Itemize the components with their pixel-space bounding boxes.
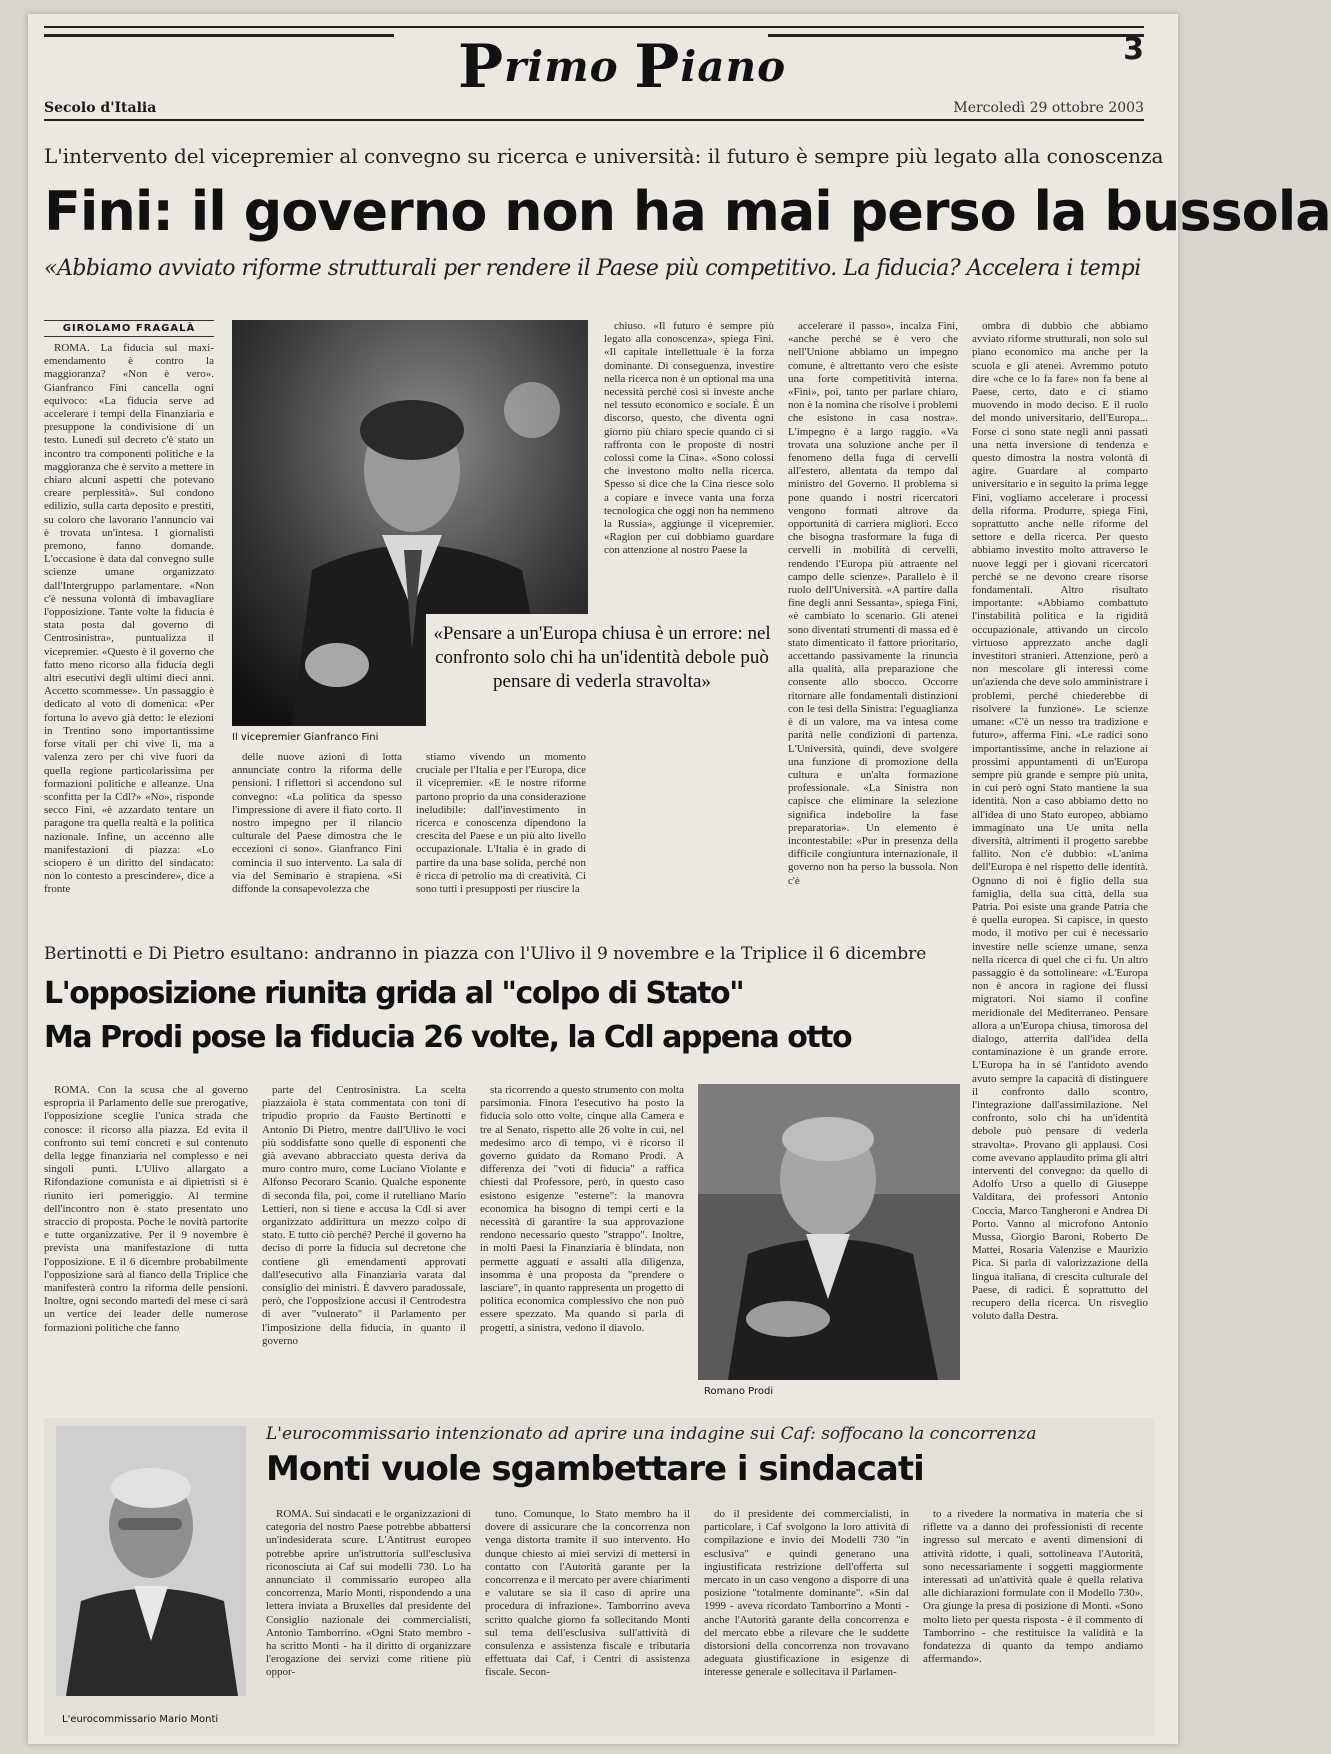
article2-column-2: parte del Centrosinistra. La scelta piazzaiola è stata commentata con toni di tripudio proprio da Fausto Bertinotti e Antonio Di Pietro, mentre dall'Ulivo le voci più soddisfatte sono quelle di esponenti che già avevano abbracciato questa deriva da muro contro muro, come Luciano Violante e Alfonso Pecoraro Scanio. Qualche esponente di seconda fila, poi, come il rutelliano Mario Lettieri, non si tiene e accusa la Cdl si aver organizzato addirittura un mezzo colpo di stato. E tutto ciò perché? Perché il governo ha deciso di porre la fiducia sul decretone che contiene gli emendamenti approvati dall'esecutivo alla Finanziaria varata dal consiglio dei ministri. È davvero paradossale, però, che l'opposizione accusi il Centrodestra di aver "vulnerato" il Parlamento per l'imposizione della fiducia, in quanto il governo <box>262 1084 466 1347</box>
article2-column-1: ROMA. Con la scusa che al governo esproprìa il Parlamento delle sue prerogative, l'opposizione sceglie l'unica strada che conosce: il ricorso alla piazza. Ed evita il confronto sui temi concreti e sul contenuto della legge finanziaria nel complesso e nei singoli punti. L'Ulivo allargato a Rifondazione comunista e ai dipietristi si è riunito ieri pomeriggio. Al termine dell'incontro non è stato presentato uno straccio di proposta. Poche le novità partorite e tutte organizzative. Per il 9 novembre è prevista una manifestazione di tutta l'opposizione. E il 6 dicembre probabilmente l'opposizione sarà al fianco della Triplice che manifesterà contro la riforma delle pensioni. Inoltre, ogni secondo martedì del mese ci sarà un vertice dei leader delle numerose formazioni politiche che fanno <box>44 1084 248 1334</box>
monti-photo <box>56 1426 246 1696</box>
article1-column-5: accelerare il passo», incalza Fini, «anche perché se è vero che nell'Unione abbiamo un impegno comune, è altrettanto vero che esiste una forte competitività interna. «Fini», poi, tanto per parlare chiaro, non è la nomina che risolve i problemi che esistono in casa nostra». L'impegno è a largo raggio. «Va trovata una soluzione anche per il fenomeno della fuga di cervelli all'estero, allentata da tempo dal ministro del Governo. Il problema si pone quando i nostri ricercatori vengono formati altrove da opportunità di carriera migliori. Ecco che bisogna trasformare la fuga di cervelli in mobilità di cervelli, rendendo l'Europa più attraente nel campo delle scienze». Parallelo è il ruolo dell'Università. «A partire dalla fine degli anni Sessanta», spiega Fini, «è cambiato lo scenario. Gli atenei sono diventati strumenti di massa ed è stato dimenticato il fattore prioritario, accettando passivamente la rinuncia alla qualità, alla preparazione che consente allo sbocco. Occorre ritornare alle fondamentali distinzioni con le tesi della Sinistra: l'eguaglianza è di un valore, ma va intesa come parità nelle condizioni di partenza. L'Università, quindi, deve svolgere una funzione di promozione della cultura e un'alta formazione professionale. «La Sinistra non capisce che eliminare la selezione significa indebolire la fase preparatoria». Un elemento è incontestabile: «Pur in presenza della difficile congiuntura internazionale, il governo non ha perso la bussola. Non c'è <box>788 320 958 887</box>
article3-column-4: to a rivedere la normativa in materia che si riflette va a danno dei professionisti di recente ingresso sul mercato e aventi dimensioni di attività ridotte, i quali, sottolineava l'Autorità, sono necessariamente i soggetti maggiormente interessati ad un'attività quale è quella relativa alle dichiarazioni formulate con il Modello 730». Ora giunge la presa di posizione di Monti. «Sono molto lieto per questa risposta - è il commento di Tamborrino - che restituisce la validità e la fondatezza di quanto da tempo andiamo affermando». <box>923 1508 1143 1666</box>
top-rule-right <box>768 34 1144 37</box>
article1-deck: «Abbiamo avviato riforme strutturali per rendere il Paese più competitivo. La fiducia? Accelera i tempi <box>44 256 1141 281</box>
article1-headline: Fini: il governo non ha mai perso la bussola <box>44 180 1331 243</box>
article1-column-3: stiamo vivendo un momento cruciale per l'Italia e per l'Europa, dice il vicepremier. «E le nostre riforme partono proprio da una considerazione ineludibile: dall'investimento in ricerca e conoscenza dipendono la crescita del Paese e un più alto livello occupazionale. L'Italia è in grado di partire da una base solida, perché non è ricca di petrolio ma di creatività. Ci sono tutti i presupposti per riuscire la <box>416 751 586 896</box>
article3-column-2: tuno. Comunque, lo Stato membro ha il dovere di assicurare che la concorrenza non venga distorta tramite il suo intervento. Ho dunque chiesto ai miei servizi di mettersi in contatto con l'Autorità garante per la concorrenza e il mercato per avere chiarimenti e valutare se sia il caso di aprire una procedura di infrazione». Tamborrino aveva scritto qualche giorno fa sollecitando Monti sul tema dell'esclusiva sull'attività di consulenza e assistenza fiscale e tributaria effettuata dai Caf, i Centri di assistenza fiscale. Secon- <box>485 1508 690 1679</box>
prodi-photo-caption: Romano Prodi <box>704 1386 774 1397</box>
page-number: 3 <box>1123 32 1144 67</box>
article3-column-3: do il presidente dei commercialisti, in particolare, i Caf svolgono la loro attività di compilazione e invio dei Modelli 730 "in esclusiva" e quindi generano una ingiustificata restrizione dell'offerta sul mercato in un caso vengono a disporre di una posizione "totalmente dominante". «Sin dal 1999 - aveva ricordato Tamborrino a Monti - anche l'Autorità garante della concorrenza e del mercato ebbe a rilevare che le suddette distorsioni della concorrenza non trovavano adeguata giustificazione in esigenze di interesse generale e sollecitava il Parlamen- <box>704 1508 909 1679</box>
article1-column-4: chiuso. «Il futuro è sempre più legato alla conoscenza», spiega Fini. «Il capitale intellettuale è la forza dominante. Di conseguenza, investire nella ricerca non è un optional ma una necessità perché così si investe anche nel tessuto economico e sociale. È un discorso, questo, che diventa ogni giorno più chiaro specie quando ci si raffronta con le proposte di nostri colossi come la Cina». «Sono colossi che investono molto nella ricerca. Spesso si dice che la Cina riesce solo a copiare e invece vanta una forza tecnologica che oggi non ha nemmeno la Russia», aggiunge il vicepremier. «Ragion per cui dobbiamo guardare con attenzione al nostro Paese la <box>604 320 774 557</box>
section-title: Primo Piano <box>458 32 787 102</box>
article2-headline-2: Ma Prodi pose la fiducia 26 volte, la Cdl appena otto <box>44 1020 852 1055</box>
prodi-photo <box>698 1084 960 1380</box>
article1-column-1: ROMA. La fiducia sul maxi-emendamento è contro la maggioranza? «Non è vero». Gianfranco Fini cancella ogni equivoco: «La fiducia serve ad accelerare i tempi della Finanziaria e presuppone la condivisione di un testo. Lunedì sul decreto c'è stato un incontro tra componenti politiche e la maggioranza che è servito a mettere in chiaro alcuni aspetti che potevano creare perplessità». Sul condono edilizio, sulla carta deposito e prestiti, su coloro che lavorano l'annuncio vai è trovata un'intesa. I giornalisti premono, fanno domande. L'occasione è data dal convegno sulle scienze umane organizzato dall'Intergruppo parlamentare. «Non c'è nessuna volontà di imbavagliare l'opposizione. Tante volte la fiducia è stata posta dal governo di Centrosinistra», puntualizza il vicepremier. «Questo è il governo che fatto meno ricorso alla fiducia degli altri esecutivi degli ultimi dieci anni. Accetto scommesse». Un passaggio è dedicato al voto di domenica: «Per fortuna lo avevo già detto: le elezioni in Trentino sono importantissime forse vitali per chi vive lì, ma a valenza zero per chi vive fuori da quella regione particolarissima per formazioni politiche e alleanze. Una sconfitta per la Cdl?» «No», risponde secco Fini, «è azzardato tentare un paragone tra quella realtà e la politica nazionale. Infine, un accenno alle manifestazioni di piazza: «Lo sciopero è un diritto del sindacato: non lo contesto a prescindere», dice a fronte <box>44 342 214 896</box>
newspaper-page <box>28 14 1331 1744</box>
article2-kicker: Bertinotti e Di Pietro esultano: andranno in piazza con l'Ulivo il 9 novembre e la Triplice il 6 dicembre <box>44 944 927 964</box>
pull-quote: «Pensare a un'Europa chiusa è un errore: nel confronto solo chi ha un'identità debole può pensare di vederla stravolta» <box>426 614 778 740</box>
article3-column-1: ROMA. Sui sindacati e le organizzazioni di categoria del nostro Paese potrebbe abbattersi un'indesiderata scure. L'Antitrust europeo potrebbe aprire un'istruttoria sull'esclusiva riconosciuta ai Caf sui modelli 730. Lo ha annunciato il commissario europeo alla concorrenza, Mario Monti, rispondendo a una lettera inviata a Bruxelles dal presidente del Consiglio nazionale dei commercialisti, Antonio Tamborrino. «Ogni Stato membro - ha scritto Monti - ha il diritto di organizzare l'erogazione dei servizi come ritiene più oppor- <box>266 1508 471 1679</box>
newspaper-name: Secolo d'Italia <box>44 100 157 116</box>
monti-photo-caption: L'eurocommissario Mario Monti <box>62 1714 219 1725</box>
masthead-rule <box>44 119 1144 121</box>
article1-byline: GIROLAMO FRAGALÀ <box>44 320 214 337</box>
top-rule-left <box>44 34 394 37</box>
article2-headline-1: L'opposizione riunita grida al "colpo di Stato" <box>44 976 744 1011</box>
article2-column-3: sta ricorrendo a questo strumento con molta parsimonia. Finora l'esecutivo ha posto la fiducia solo otto volte, cinque alla Camera e tre al Senato, rispetto alle 26 volte in cui, nel medesimo arco di tempo, vi è ricorso il governo guidato da Romano Prodi. A differenza dei "voti di fiducia" a raffica chiesti dal Professore, però, in questo caso esistono esigenze "esterne": la manovra economica ha bisogno di tempi certi e la necessità di garantire la sua approvazione rendono necessario questo "strappo". Inoltre, in molti Paesi la Finanziaria è blindata, non permette agguati e assalti alla diligenza, insomma è una proposta da "prendere o lasciare", in quanto rappresenta un progetto di politica economica complessivo che non può essere spezzato. Ma quando si parla di progetti, a sinistra, vedono il diavolo. <box>480 1084 684 1334</box>
top-rule <box>44 26 1144 28</box>
article1-kicker: L'intervento del vicepremier al convegno su ricerca e università: il futuro è sempre più legato alla conoscenza <box>44 144 1164 168</box>
article1-column-2: delle nuove azioni di lotta annunciate contro la riforma delle pensioni. I riflettori si accendono sul convegno: «La politica da spesso l'impressione di avere il fiato corto. Il nostro impegno per il rilancio culturale del Paese dimostra che le eccezioni ci sono». Gianfranco Fini comincia il suo intervento. La sala di via del Seminario è strapiena. «Si diffonde la consapevolezza che <box>232 751 402 896</box>
article1-column-6: ombra di dubbio che abbiamo avviato riforme strutturali, non solo sul piano economico ma anche per la scuola e gli atenei. Avremmo potuto dire «che ce lo fa fare» non fa bene al Paese, certo, dato e ci stiamo muovendo in modo deciso. E il ruolo del mondo universitario, dell'Europa... Forse ci sono state negli anni passati una netta inversione di tendenza e questo dimostra la nostra volontà di agire. Guardare al comparto universitario e in seguito la prima legge Fini, vogliamo accelerare i processi della riforma. Produrre, spiega Fini, soprattutto anche nelle riforme del settore e della ricerca. Per questo abbiamo investito molto attraverso le nuove leggi per i giovani ricercatori perché se ne devono creare risorse fondamentali. Altro risultato importante: «Abbiamo combattuto l'instabilità politica e la rigidità occupazionale, attivando un circolo virtuoso apprezzato anche dagli investitori stranieri. Attenzione, però a non mescolare gli interessi come un'azienda che deve solo amministrare i problemi, perché chiederebbe di risolvere la funzione». Le scienze umane: «C'è un nesso tra tradizione e futuro», afferma Fini. «Le radici sono importantissime, anche in relazione ai prossimi appuntamenti di un'Europa sempre più grande e sempre più unita, in cui però ogni Stato mantiene la sua identità. Non a caso abbiamo detto no all'idea di uno Stato europeo, abbiamo immaginato una Ue unita nella diversità, altrimenti il progetto sarebbe fallito. Non c'è dubbio: «L'anima dell'Europa è nel rispetto delle identità. Ognuno di noi è figlio della sua famiglia, della sua città, della sua Patria. Poi esiste una grande Patria che è quella europea. Sì capisce, in questo modo, il motivo per cui è necessario investire nelle scienze umane, senza nella ricerca di quel che ci fu. Un altro passaggio è da sottolineare: «L'Europa non è ancora in ragione dei flussi migratori. Noi siamo il confine meridionale del Mediterraneo. Pensare allora a un'Europa chiusa, timorosa del dialogo, atterrita dall'idea della contaminazione è un grande errore. L'Europa ha in sé l'antidoto avendo avuto sempre la capacità di distinguere il confronto dallo scontro, l'integrazione dall'assimilazione. Nel confronto, solo chi ha un'identità debole può pensare di vederla stravolta». Provano gli applausi. Così come avevano applaudito prima gli altri interventi del convegno: da quello di Adolfo Urso a quello di Giuseppe Valditara, dei professori Antonio Coccia, Marco Tangheroni e Andrea Di Porto. Vanno al microfono Antonio Mussa, Giorgio Baroni, Roberto De Mattei, Rosaria Valenzise e Maurizio Pica. Si parla di valorizzazione della lingua italiana, di crescita culturale del Paese, di radici. È soprattutto del recupero della ricerca. Un risveglio voluto dalla Destra. <box>972 320 1148 1323</box>
article3-headline: Monti vuole sgambettare i sindacati <box>266 1449 924 1489</box>
fini-photo-caption: Il vicepremier Gianfranco Fini <box>232 732 379 743</box>
issue-date: Mercoledì 29 ottobre 2003 <box>953 100 1144 116</box>
article3-kicker: L'eurocommissario intenzionato ad aprire una indagine sui Caf: soffocano la concorrenza <box>266 1424 1037 1444</box>
